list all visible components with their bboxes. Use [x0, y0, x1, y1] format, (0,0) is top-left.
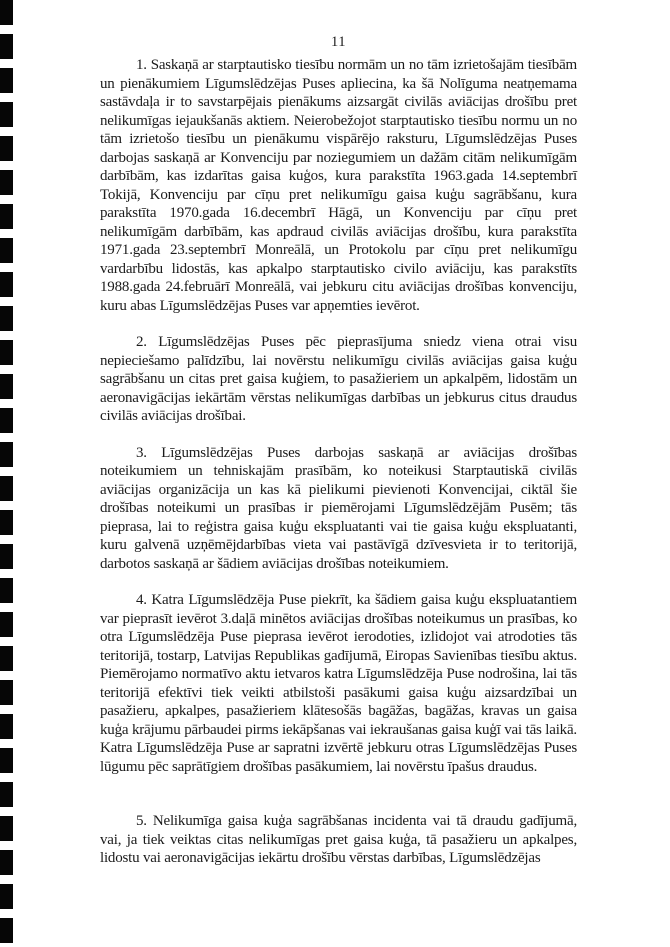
- paragraph-2: 2. Līgumslēdzējas Puses pēc pieprasījuma sniedz viena otrai visu nepieciešamo palīdzību, lai novērstu nelikumīgu civilās aviācijas gaisa kuģu sagrābšanu un citas pret gaisa kuģiem, to pasažieriem un apkalpēm, lidostām un aeronavigācijas iekārtām vērstas nelikumīgas darbības un jebkurus citus draudus civilās aviācijas drošībai.: [100, 334, 577, 424]
- document-text-block: [100, 56, 577, 886]
- scan-edge-marks: [0, 0, 13, 947]
- paragraph-5: 5. Nelikumīga gaisa kuģa sagrābšanas incidenta vai tā draudu gadījumā, vai, ja tiek veiktas citas nelikumīgas pret gaisa kuģa, tā pasažieru un apkalpes, lidostu vai aeronavigācijas iekārtu drošību vērstas darbības, Līgumslēdzējas: [100, 813, 577, 866]
- paragraph-3: 3. Līgumslēdzējas Puses darbojas saskaņā ar aviācijas drošības noteikumiem un tehniskajām prasībām, ko noteikusi Starptautiskā civilās aviācijas organizācija un kas kā pielikumi pievienoti Konvencijai, ciktāl šie drošības noteikumi un prasības ir piemērojami Līgumslēdzējām Pusēm; tās pieprasa, lai to reģistra gaisa kuģu ekspluatanti vai tie gaisa kuģu ekspluatanti, kuru galvenā uzņēmējdarbības vieta vai pastāvīgā dzīvesvieta ir to teritorijā, darbotos saskaņā ar šādiem aviācijas drošības noteikumiem.: [100, 444, 577, 572]
- paragraph-4: 4. Katra Līgumslēdzēja Puse piekrīt, ka šādiem gaisa kuģu ekspluatantiem var pieprasīt ievērot 3.daļā minētos aviācijas drošības noteikumus un prasības, ko otra Līgumslēdzēja Puse pieprasa ievērot ierodoties, izlidojot vai atrodoties tās teritorijā, tostarp, Latvijas Republikas gadījumā, Eiropas Savienības tiesību aktus. Piemērojamo normatīvo aktu ietvaros katra Līgumslēdzēja Puse nodrošina, lai tās teritorijā efektīvi tiek veikti atbilstoši pasākumi gaisa kuģu aizsardzībai un pasažieru, apkalpes, pasažieriem klātesošās bagāžas, bagāžas, kravas un gaisa kuģa krājumu pārbaudei pirms iekāpšanas vai iekraušanas gaisa kuģī vai tās laikā. Katra Līgumslēdzēja Puse ar sapratni izvērtē jebkuru otras Līgumslēdzējas Puses lūgumu pēc saprātīgiem drošības pasākumiem, lai novērstu īpašus draudus.: [100, 592, 577, 775]
- page-number: 11: [331, 34, 346, 50]
- paragraph-1: 1. Saskaņā ar starptautisko tiesību normām un no tām izrietošajām tiesībām un pienākumiem Līgumslēdzējas Puses apliecina, ka šā Nolīguma neatņemama sastāvdaļa ir to savstarpējais pienākums aizsargāt civilās aviācijas drošību pret nelikumīgas iejaukšanās aktiem. Neierobežojot starptautisko tiesību normu un no tām izrietošo tiesību un pienākumu vispārējo raksturu, Līgumslēdzējas Puses darbojas saskaņā ar Konvenciju par noziegumiem un dažām citām nelikumīgām darbībām, kas izdarītas gaisa kuģos, kura parakstīta 1963.gada 14.septembrī Tokijā, Konvenciju par cīņu pret nelikumīgu gaisa kuģu sagrābšanu, kura parakstīta 1970.gada 16.decembrī Hāgā, un Konvenciju par cīņu pret nelikumīgām darbībām, kas apdraud civilās aviācijas drošību, kura parakstīta 1971.gada 23.septembrī Monreālā, un Protokolu par cīņu pret nelikumīgu vardarbību lidostās, kas apkalpo starptautisko civilo aviāciju, kas parakstīts 1988.gada 24.februārī Monreālā, vai jebkuru citu aviācijas drošības konvenciju, kuru abas Līgumslēdzējas Puses var apņemties ievērot.: [100, 57, 577, 314]
